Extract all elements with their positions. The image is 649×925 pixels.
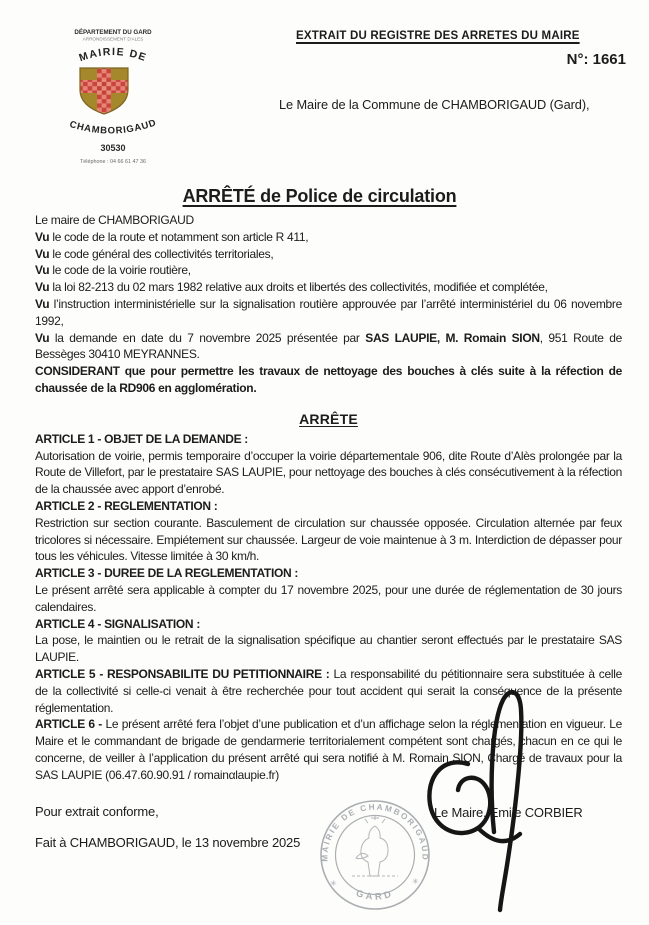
article-heading: ARTICLE 1 - OBJET DE LA DEMANDE : [35,431,248,446]
article-body: Le présent arrêté sera applicable à compter du 17 novembre 2025, pour une durée de réglementation de 30 jours calendaires. [35,582,622,614]
mayor-line: Le Maire de la Commune de CHAMBORIGAUD (Gard), [279,97,590,112]
visa-line: Vu l’instruction interministérielle sur la signalisation routière approuvée par l’arrêté interministériel du 06 novembre 1992, [35,296,622,328]
registry-title: EXTRAIT DU REGISTRE DES ARRETES DU MAIRE [296,30,580,42]
svg-text:✳: ✳ [330,879,337,888]
stamp-emblem [352,815,398,876]
visa-line: Vu le code de la voirie routière, [35,263,191,278]
arrondissement-label: ARRONDISSEMENT D'ALES [82,36,144,42]
stamp-arc-text: MAIRIE DE CHAMBORIGAUD [320,802,430,862]
visa-line: Vu le code de la route et notamment son article R 411, [35,229,309,244]
postal-code-label: 30530 [100,143,126,153]
signer-name-line: Le Maire, Emile CORBIER [434,805,583,820]
article-heading: ARTICLE 2 - REGLEMENTATION : [35,498,218,513]
extrait-conforme-line: Pour extrait conforme, [35,804,159,819]
opening-line: Le maire de CHAMBORIGAUD [35,213,194,227]
visa-line: Vu la loi 82-213 du 02 mars 1982 relative aux droits et libertés des collectivités, modifiée et complétée, [35,280,548,295]
considerant: CONSIDERANT que pour permettre les travaux de nettoyage des bouches à clés suite à la réfection de chaussée de la RD906 en agglomération. [35,364,622,395]
stamp-bottom-text: GARD [354,888,396,903]
article-heading: ARTICLE 3 - DUREE DE LA REGLEMENTATION : [35,566,299,581]
visa-line: Vu le code général des collectivités territoriales, [35,246,274,261]
document-title: ARRÊTÉ de Police de circulation [182,186,457,206]
article-body: La pose, le maintien ou le retrait de la signalisation spécifique au chantier seront effectués par le prestataire SAS LAUPIE. [35,633,622,665]
article-body: Restriction sur section courante. Basculement de circulation sur chaussée opposée. Circulation alternée par feux tricolores si nécessaire. Empiétement sur chaussée. Largeur de voie maintenue à 3 m. Interdiction de dépasser pour tous les véhicules. Vitesse limitée à 30 km/h. [35,515,622,564]
phone-label: Téléphone : 04 66 61 47 36 [80,159,146,165]
town-hall-logo [50,26,176,168]
department-label: DÉPARTEMENT DU GARD [74,29,152,36]
coat-of-arms-shield [80,68,128,114]
logo-arc-bottom-text: CHAMBORIGAUD [68,117,159,137]
document-number: N°: 1661 [566,51,626,68]
visa-line: Vu la demande en date du 7 novembre 2025 présentée par SAS LAUPIE, M. Romain SION, 951 Route de Bessèges 30410 MEYRANNES. [35,330,622,362]
arrete-heading: ARRÊTE [299,410,358,427]
article-body: Autorisation de voirie, permis temporaire d’occuper la voirie départementale 906, dite Route d’Alès prolongée par la Route de Villefort, par le prestataire SAS LAUPIE, pour nettoyage des bouches à clés consécutivement à la réfection de la chaussée avec apport d’enrobé. [35,448,622,497]
mayor-signature [408,688,540,920]
logo-arc-top-text: MAIRIE DE [77,45,149,65]
svg-text:✳: ✳ [412,877,419,886]
place-date-line: Fait à CHAMBORIGAUD, le 13 novembre 2025 [35,835,301,850]
article-heading: ARTICLE 4 - SIGNALISATION : [35,616,201,631]
article-body: ARTICLE 6 - Le présent arrêté fera l’objet d’une publication et d’un affichage selon la réglementation en vigueur. Le Maire et le commandant de brigade de gendarmerie territorialement compétent sont chargés, chacun en ce qui le concerne, de veiller à l’application du présent arrêté qui sera notifié à M. Romain SION, Chargé de travaux pour la SAS LAUPIE (06.47.60.90.91 / romainαlaupie.fr) [35,717,622,782]
article-body: ARTICLE 5 - RESPONSABILITE DU PETITIONNAIRE : La responsabilité du pétitionnaire sera substituée à celle de la collectivité si celle-ci venait à être recherchée pour tout accident qui serait la conséquence de la présente réglementation. [35,666,622,715]
